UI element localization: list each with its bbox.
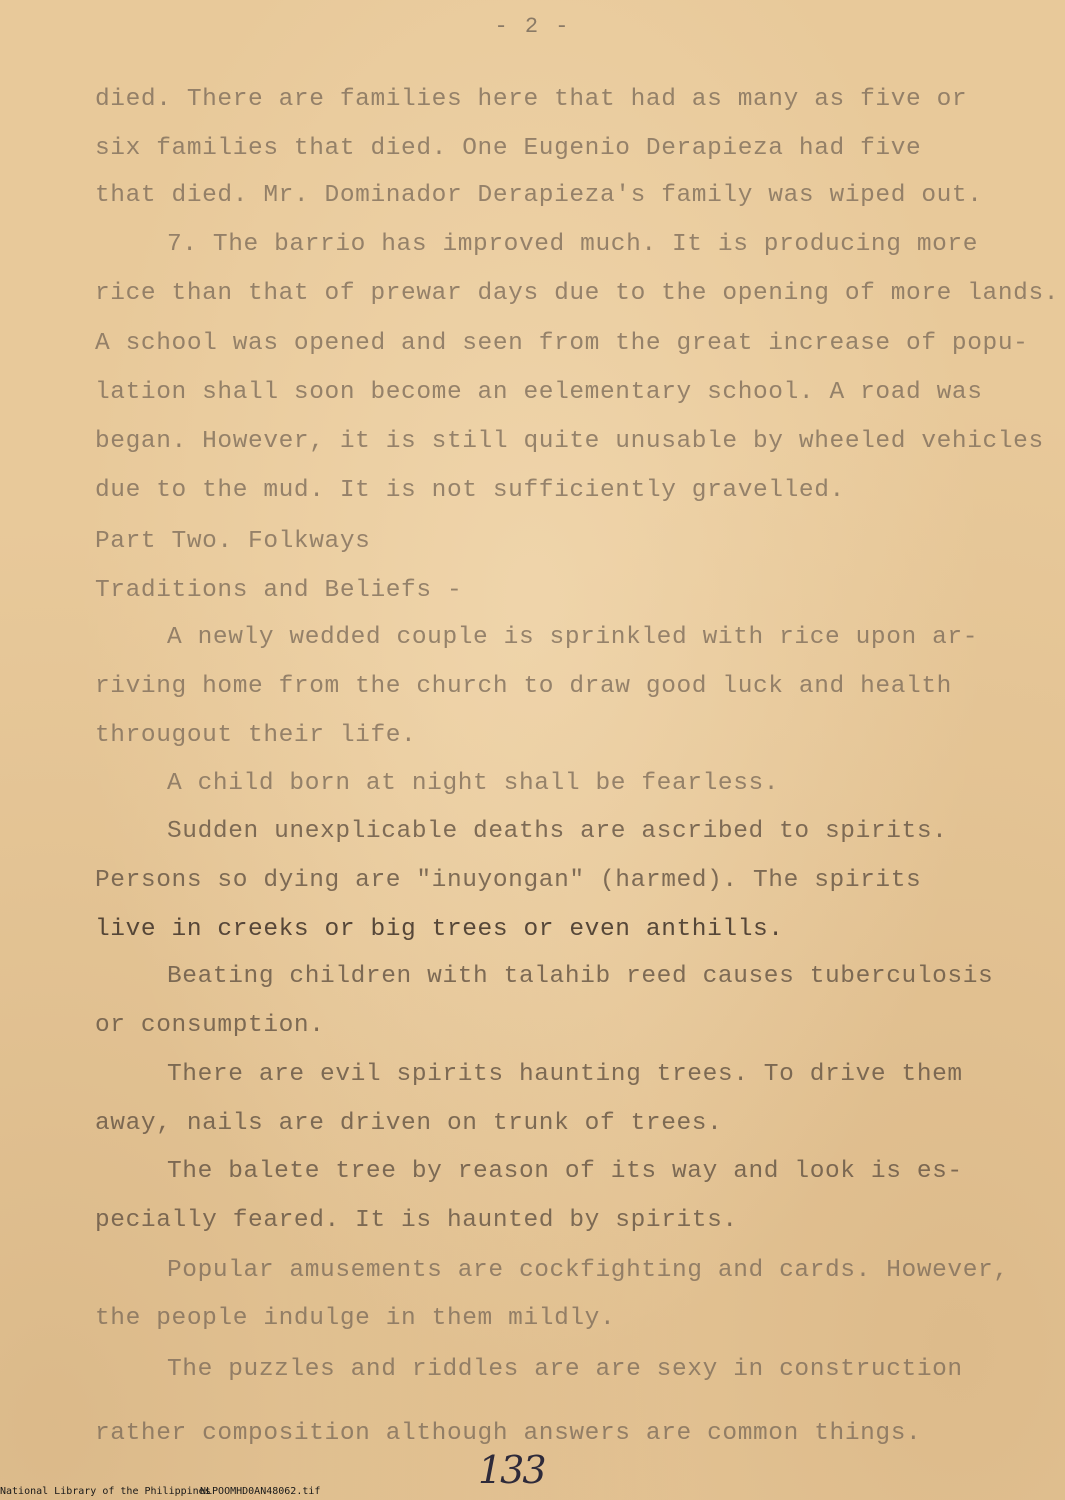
text-line: A child born at night shall be fearless.: [167, 770, 780, 797]
text-line: rather composition although answers are common things.: [95, 1420, 922, 1447]
text-line: Sudden unexplicable deaths are ascribed to spirits.: [167, 818, 948, 845]
text-line: A school was opened and seen from the great increase of popu-: [95, 330, 1029, 357]
page-number: - 2 -: [494, 14, 571, 39]
text-line: rice than that of prewar days due to the opening of more lands.: [95, 280, 1060, 307]
text-line: pecially feared. It is haunted by spirits.: [95, 1207, 738, 1234]
text-line: riving home from the church to draw good luck and health: [95, 673, 952, 700]
text-line: the people indulge in them mildly.: [95, 1305, 616, 1332]
text-line: died. There are families here that had as many as five or: [95, 86, 968, 113]
text-line: The balete tree by reason of its way and look is es-: [167, 1158, 963, 1185]
text-line: A newly wedded couple is sprinkled with rice upon ar-: [167, 624, 979, 651]
text-line: or consumption.: [95, 1012, 325, 1039]
text-line: away, nails are driven on trunk of trees.: [95, 1110, 723, 1137]
text-line: live in creeks or big trees or even anthills.: [95, 916, 784, 943]
text-line: began. However, it is still quite unusable by wheeled vehicles: [95, 428, 1044, 455]
text-line: The puzzles and riddles are are sexy in construction: [167, 1356, 963, 1383]
text-line: througout their life.: [95, 722, 417, 749]
text-line: due to the mud. It is not sufficiently gravelled.: [95, 477, 845, 504]
section-heading: Part Two. Folkways: [95, 528, 371, 555]
subsection-heading: Traditions and Beliefs -: [95, 577, 463, 604]
text-line: that died. Mr. Dominador Derapieza's family was wiped out.: [95, 182, 983, 209]
text-line: Beating children with talahib reed causes tuberculosis: [167, 963, 994, 990]
footer-filename: NLPOOMHD0AN48062.tif: [200, 1486, 321, 1497]
handwritten-page-number: 133: [478, 1448, 545, 1492]
text-line: Popular amusements are cockfighting and cards. However,: [167, 1257, 1009, 1284]
text-line: lation shall soon become an eelementary school. A road was: [95, 379, 983, 406]
text-line: 7. The barrio has improved much. It is producing more: [167, 231, 979, 258]
text-line: There are evil spirits haunting trees. To drive them: [167, 1061, 963, 1088]
text-line: Persons so dying are "inuyongan" (harmed). The spirits: [95, 867, 922, 894]
footer-institution: National Library of the Philippines: [0, 1486, 211, 1497]
text-line: six families that died. One Eugenio Derapieza had five: [95, 135, 922, 162]
